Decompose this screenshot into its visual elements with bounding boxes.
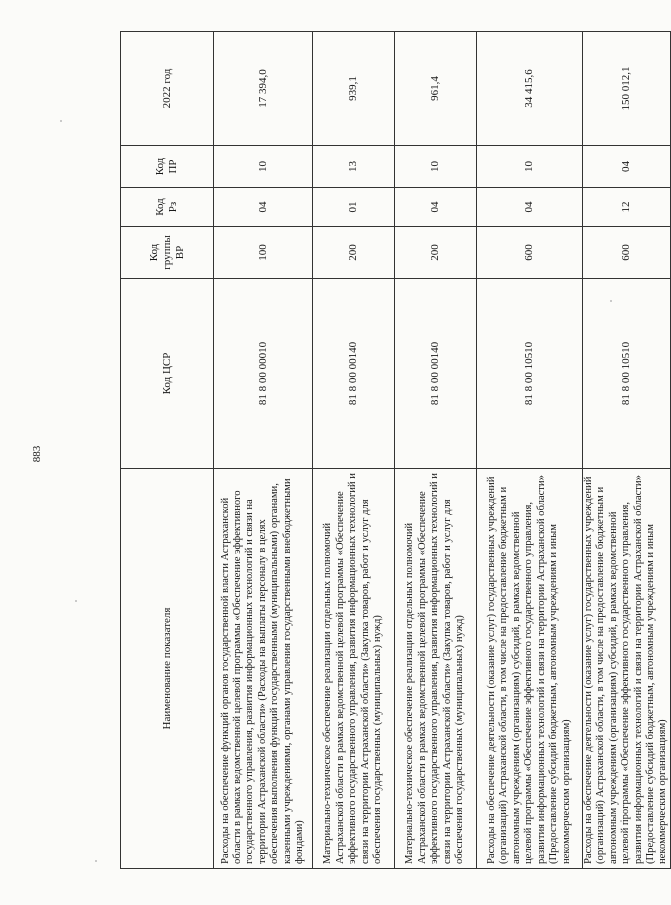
- row-vr: 100: [214, 227, 313, 279]
- row-value: 939,1: [313, 32, 395, 146]
- row-pr: 10: [477, 146, 583, 188]
- row-rz: 01: [313, 188, 395, 227]
- page-number: 883: [31, 445, 43, 463]
- row-vr: 200: [395, 227, 477, 279]
- header-rz: Код Рз: [121, 188, 214, 227]
- row-name: Расходы на обеспечение деятельности (оказание услуг) государственных учреждений (организаций) Астраханской области, в том числе на предоставление бюджетным и автономным учреждениям (организациям) субсидий, в рамках ведомственной целевой программы «Обеспечение эффективного государственного управления, развития информационных технологий и связи на территории Астраханской области» (Предоставление субсидий бюджетным, автономным учреждениям и иным некоммерческим организациям): [583, 469, 671, 869]
- row-pr: 13: [313, 146, 395, 188]
- row-csr: 81 8 00 00010: [214, 279, 313, 469]
- scan-speck: [75, 600, 77, 602]
- header-name: Наименование показателя: [121, 469, 214, 869]
- row-pr: 04: [583, 146, 671, 188]
- header-vr: Код группы ВР: [121, 227, 214, 279]
- row-name: Материально-техническое обеспечение реализации отдельных полномочий Астраханской области в рамках ведомственной целевой программы «Обеспечение эффективного государственного управления, развития информационных технологий и связи на территории Астраханской области» (Закупка товаров, работ и услуг для обеспечения государственных (муниципальных) нужд): [313, 469, 395, 869]
- table-row: [214, 32, 313, 869]
- row-pr: 10: [214, 146, 313, 188]
- row-value: 17 394,0: [214, 32, 313, 146]
- table-row: [583, 32, 671, 869]
- header-pr: Код ПР: [121, 146, 214, 188]
- row-csr: 81 8 00 00140: [313, 279, 395, 469]
- header-csr: Код ЦСР: [121, 279, 214, 469]
- row-rz: 04: [214, 188, 313, 227]
- scan-speck: [60, 120, 62, 122]
- row-value: 34 415,6: [477, 32, 583, 146]
- row-csr: 81 8 00 10510: [477, 279, 583, 469]
- table-header-row: [121, 32, 214, 869]
- budget-table: [120, 31, 671, 869]
- table-row: [477, 32, 583, 869]
- table-row: [313, 32, 395, 869]
- row-vr: 600: [477, 227, 583, 279]
- row-rz: 04: [477, 188, 583, 227]
- row-value: 961,4: [395, 32, 477, 146]
- row-name: Расходы на обеспечение функций органов государственной власти Астраханской области в рамках ведомственной целевой программы «Обеспечение эффективного государственного управления, развития информационных технологий и связи на территории Астраханской области» (Расходы на выплаты персоналу в целях обеспечения выполнения функций государственными (муниципальными) органами, казенными учреждениями, органами управления государственными внебюджетными фондами): [214, 469, 313, 869]
- rotated-table-container: [120, 32, 669, 869]
- row-rz: 04: [395, 188, 477, 227]
- scan-speck: [95, 860, 97, 862]
- row-vr: 600: [583, 227, 671, 279]
- row-name: Материально-техническое обеспечение реализации отдельных полномочий Астраханской области в рамках ведомственной целевой программы «Обеспечение эффективного государственного управления, развития информационных технологий и связи на территории Астраханской области» (Закупка товаров, работ и услуг для обеспечения государственных (муниципальных) нужд): [395, 469, 477, 869]
- row-pr: 10: [395, 146, 477, 188]
- row-csr: 81 8 00 00140: [395, 279, 477, 469]
- row-name: Расходы на обеспечение деятельности (оказание услуг) государственных учреждений (организаций) Астраханской области, в том числе на предоставление бюджетным и автономным учреждениям (организациям) субсидий, в рамках ведомственной целевой программы «Обеспечение эффективного государственного управления, развития информационных технологий и связи на территории Астраханской области» (Предоставление субсидий бюджетным, автономным учреждениям и иным некоммерческим организациям): [477, 469, 583, 869]
- row-value: 150 012,1: [583, 32, 671, 146]
- row-vr: 200: [313, 227, 395, 279]
- header-year: 2022 год: [121, 32, 214, 146]
- row-csr: 81 8 00 10510: [583, 279, 671, 469]
- table-row: [395, 32, 477, 869]
- row-rz: 12: [583, 188, 671, 227]
